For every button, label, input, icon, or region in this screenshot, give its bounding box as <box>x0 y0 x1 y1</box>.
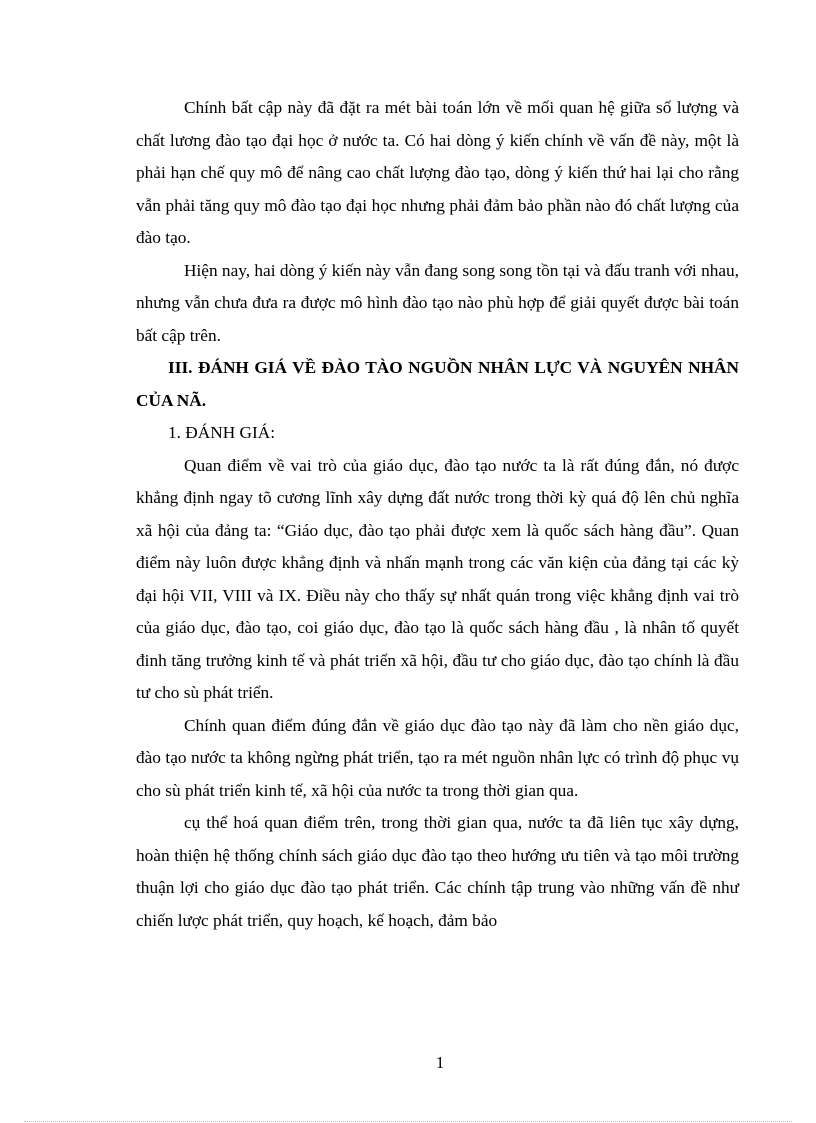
document-body <box>136 92 739 937</box>
paragraph: cụ thể hoá quan điểm trên, trong thời gian qua, nước ta đã liên tục xây dựng, hoàn thiện hệ thống chính sách giáo dục đào tạo theo hướng ưu tiên và tạo môi trường thuận lợi cho giáo dục đào tạo phát triển. Các chính tập trung vào những vấn đề như chiến lược phát triển, quy hoạch, kế hoạch, đảm bảo <box>136 813 739 930</box>
paragraph: Hiện nay, hai dòng ý kiến này vẫn đang song song tồn tại và đấu tranh với nhau, nhưng vẫn chưa đưa ra được mô hình đào tạo nào phù hợp để giải quyết được bài toán bất cập trên. <box>136 260 739 345</box>
paragraph: Chính bất cập này đã đặt ra mét bài toán lớn về mối quan hệ giữa số lượng và chất lương đào tạo đại học ở nước ta. Có hai dòng ý kiến chính về vấn đề này, một là phải hạn chế quy mô để nâng cao chất lượng đào tạo, dòng ý kiến thứ hai lại cho rằng vẫn phải tăng quy mô đào tạo đại học nhưng phải đảm bảo phần nào đó chất lượng của đào tạo. <box>136 98 739 247</box>
paragraph: Chính quan điểm đúng đắn về giáo dục đào tạo này đã làm cho nền giáo dục, đào tạo nước ta không ngừng phát triển, tạo ra mét nguồn nhân lực có trình độ phục vụ cho sù phát triển kinh tế, xã hội của nước ta trong thời gian qua. <box>136 715 739 800</box>
paragraph: Quan điểm về vai trò của giáo dục, đào tạo nước ta là rất đúng đắn, nó được khẳng định ngay tõ cương lĩnh xây dựng đất nước trong thời kỳ quá độ lên chủ nghĩa xã hội của đảng ta: “Giáo dục, đào tạo phải được xem là quốc sách hàng đầu”. Quan điểm này luôn được khẳng định và nhấn mạnh trong các văn kiện của đảng tại các kỳ đại hội VII, VIII và IX. Điều này cho thấy sự nhất quán trong việc khẳng định vai trò của giáo dục, đào tạo, coi giáo dục, đào tạo là quốc sách hàng đầu , là nhân tố quyết đinh tăng trưởng kinh tế và phát triển xã hội, đầu tư cho giáo dục, đào tạo chính là đầu tư cho sù phát triển. <box>136 455 739 702</box>
section-heading: III. ĐÁNH GIÁ VỀ ĐÀO TÀO NGUỒN NHÂN LỰC VÀ NGUYÊN NHÂN CỦA NÃ. <box>136 358 739 410</box>
subsection-heading: 1. ĐÁNH GIÁ: <box>168 423 276 442</box>
page-bottom-divider <box>24 1121 792 1122</box>
page-number: 1 <box>435 1053 445 1072</box>
